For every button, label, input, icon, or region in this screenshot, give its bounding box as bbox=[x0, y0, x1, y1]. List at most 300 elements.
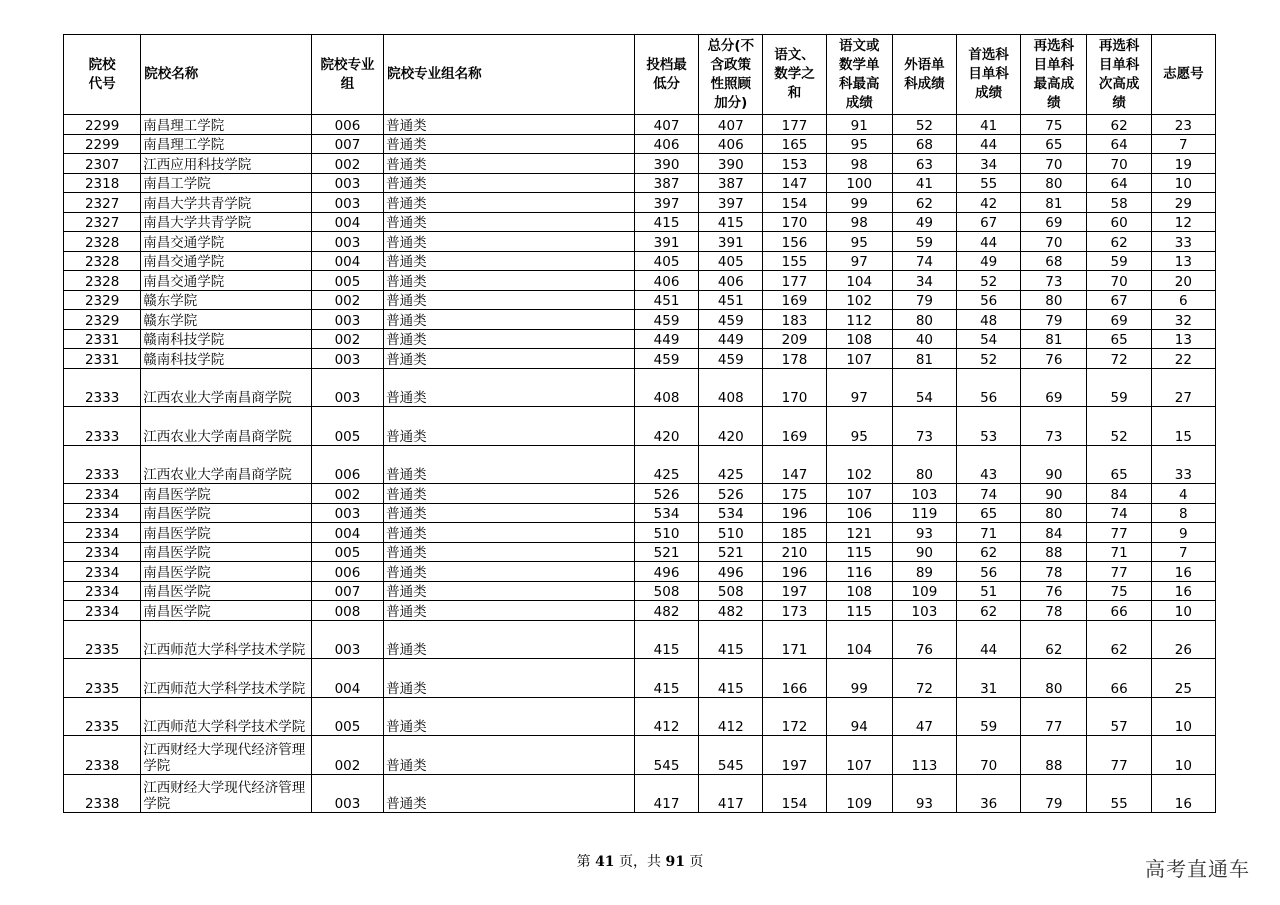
watermark: 高考直通车 bbox=[1145, 857, 1250, 881]
table-cell: 209 bbox=[763, 329, 826, 349]
table-row bbox=[64, 542, 1216, 562]
table-cell: 2329 bbox=[64, 310, 141, 330]
table-cell: 420 bbox=[634, 407, 698, 446]
table-cell: 普通类 bbox=[384, 601, 635, 621]
table-cell: 普通类 bbox=[384, 445, 635, 484]
table-cell: 普通类 bbox=[384, 212, 635, 232]
table-cell: 南昌医学院 bbox=[141, 542, 312, 562]
table-cell: 545 bbox=[634, 736, 698, 775]
table-cell: 普通类 bbox=[384, 251, 635, 271]
table-cell: 56 bbox=[957, 290, 1021, 310]
table-cell: 2334 bbox=[64, 601, 141, 621]
table-cell: 16 bbox=[1151, 581, 1215, 601]
table-cell: 75 bbox=[1021, 115, 1087, 135]
column-header: 首选科 目单科 成绩 bbox=[957, 35, 1021, 115]
column-header: 外语单 科成绩 bbox=[892, 35, 956, 115]
table-cell: 004 bbox=[311, 523, 383, 543]
table-cell: 67 bbox=[957, 212, 1021, 232]
table-cell: 4 bbox=[1151, 484, 1215, 504]
table-cell: 482 bbox=[699, 601, 763, 621]
table-cell: 99 bbox=[826, 193, 892, 213]
table-cell: 387 bbox=[699, 173, 763, 193]
table-cell: 51 bbox=[957, 581, 1021, 601]
table-cell: 江西财经大学现代经济管理学院 bbox=[141, 774, 312, 813]
table-cell: 2335 bbox=[64, 659, 141, 698]
table-cell: 002 bbox=[311, 329, 383, 349]
table-cell: 003 bbox=[311, 774, 383, 813]
table-cell: 南昌工学院 bbox=[141, 173, 312, 193]
table-cell: 2334 bbox=[64, 581, 141, 601]
table-cell: 79 bbox=[892, 290, 956, 310]
table-cell: 415 bbox=[699, 620, 763, 659]
table-cell: 普通类 bbox=[384, 659, 635, 698]
table-cell: 004 bbox=[311, 251, 383, 271]
table-row bbox=[64, 134, 1216, 154]
table-cell: 425 bbox=[699, 445, 763, 484]
table-cell: 31 bbox=[957, 659, 1021, 698]
table-cell: 183 bbox=[763, 310, 826, 330]
table-cell: 002 bbox=[311, 290, 383, 310]
table-cell: 2331 bbox=[64, 329, 141, 349]
table-cell: 171 bbox=[763, 620, 826, 659]
table-row bbox=[64, 736, 1216, 775]
table-cell: 95 bbox=[826, 134, 892, 154]
table-row bbox=[64, 659, 1216, 698]
table-cell: 6 bbox=[1151, 290, 1215, 310]
table-cell: 44 bbox=[957, 232, 1021, 252]
column-header: 院校专业 组 bbox=[311, 35, 383, 115]
table-cell: 73 bbox=[892, 407, 956, 446]
table-cell: 147 bbox=[763, 173, 826, 193]
table-cell: 005 bbox=[311, 271, 383, 291]
table-cell: 71 bbox=[1087, 542, 1151, 562]
table-cell: 90 bbox=[1021, 445, 1087, 484]
table-cell: 62 bbox=[1087, 232, 1151, 252]
table-cell: 2299 bbox=[64, 115, 141, 135]
table-cell: 南昌大学共青学院 bbox=[141, 193, 312, 213]
table-row bbox=[64, 232, 1216, 252]
table-cell: 2329 bbox=[64, 290, 141, 310]
table-cell: 002 bbox=[311, 154, 383, 174]
table-cell: 173 bbox=[763, 601, 826, 621]
table-cell: 169 bbox=[763, 290, 826, 310]
table-cell: 397 bbox=[699, 193, 763, 213]
table-cell: 90 bbox=[1021, 484, 1087, 504]
table-cell: 508 bbox=[634, 581, 698, 601]
table-cell: 69 bbox=[1021, 212, 1087, 232]
table-cell: 74 bbox=[957, 484, 1021, 504]
table-cell: 405 bbox=[699, 251, 763, 271]
table-cell: 赣南科技学院 bbox=[141, 329, 312, 349]
footer-mid: 页，共 bbox=[614, 854, 666, 870]
table-cell: 81 bbox=[1021, 193, 1087, 213]
table-cell: 南昌理工学院 bbox=[141, 115, 312, 135]
table-cell: 62 bbox=[892, 193, 956, 213]
admission-table bbox=[63, 34, 1216, 813]
table-cell: 赣东学院 bbox=[141, 290, 312, 310]
table-cell: 003 bbox=[311, 620, 383, 659]
table-cell: 56 bbox=[957, 368, 1021, 407]
table-cell: 59 bbox=[957, 697, 1021, 736]
table-cell: 普通类 bbox=[384, 134, 635, 154]
table-cell: 68 bbox=[892, 134, 956, 154]
table-cell: 70 bbox=[1087, 271, 1151, 291]
table-cell: 74 bbox=[1087, 503, 1151, 523]
table-cell: 78 bbox=[1021, 601, 1087, 621]
table-cell: 496 bbox=[699, 562, 763, 582]
table-row bbox=[64, 173, 1216, 193]
table-cell: 49 bbox=[957, 251, 1021, 271]
table-cell: 34 bbox=[957, 154, 1021, 174]
table-cell: 007 bbox=[311, 581, 383, 601]
table-cell: 406 bbox=[634, 134, 698, 154]
table-cell: 406 bbox=[699, 134, 763, 154]
table-cell: 2335 bbox=[64, 697, 141, 736]
table-cell: 77 bbox=[1087, 736, 1151, 775]
table-cell: 赣东学院 bbox=[141, 310, 312, 330]
table-cell: 普通类 bbox=[384, 620, 635, 659]
table-cell: 508 bbox=[699, 581, 763, 601]
column-header: 语文或 数学单 科最高 成绩 bbox=[826, 35, 892, 115]
table-cell: 113 bbox=[892, 736, 956, 775]
table-cell: 2334 bbox=[64, 523, 141, 543]
table-cell: 112 bbox=[826, 310, 892, 330]
table-cell: 107 bbox=[826, 736, 892, 775]
table-cell: 普通类 bbox=[384, 173, 635, 193]
footer-suffix: 页 bbox=[684, 854, 704, 870]
table-cell: 2328 bbox=[64, 251, 141, 271]
table-cell: 南昌大学共青学院 bbox=[141, 212, 312, 232]
table-cell: 16 bbox=[1151, 562, 1215, 582]
table-cell: 415 bbox=[699, 659, 763, 698]
table-cell: 103 bbox=[892, 601, 956, 621]
table-cell: 155 bbox=[763, 251, 826, 271]
table-cell: 江西农业大学南昌商学院 bbox=[141, 407, 312, 446]
table-cell: 79 bbox=[1021, 310, 1087, 330]
table-cell: 415 bbox=[634, 620, 698, 659]
table-cell: 412 bbox=[634, 697, 698, 736]
table-cell: 52 bbox=[892, 115, 956, 135]
table-cell: 449 bbox=[634, 329, 698, 349]
table-cell: 67 bbox=[1087, 290, 1151, 310]
table-cell: 普通类 bbox=[384, 407, 635, 446]
table-cell: 154 bbox=[763, 193, 826, 213]
table-cell: 普通类 bbox=[384, 484, 635, 504]
table-cell: 49 bbox=[892, 212, 956, 232]
table-cell: 172 bbox=[763, 697, 826, 736]
table-cell: 004 bbox=[311, 212, 383, 232]
table-cell: 2334 bbox=[64, 562, 141, 582]
table-cell: 47 bbox=[892, 697, 956, 736]
table-cell: 74 bbox=[892, 251, 956, 271]
table-cell: 406 bbox=[634, 271, 698, 291]
table-cell: 104 bbox=[826, 620, 892, 659]
table-cell: 62 bbox=[1021, 620, 1087, 659]
table-cell: 13 bbox=[1151, 329, 1215, 349]
table-cell: 119 bbox=[892, 503, 956, 523]
table-cell: 普通类 bbox=[384, 193, 635, 213]
table-cell: 77 bbox=[1087, 523, 1151, 543]
column-header: 院校 代号 bbox=[64, 35, 141, 115]
table-cell: 534 bbox=[699, 503, 763, 523]
table-cell: 84 bbox=[1087, 484, 1151, 504]
table-cell: 170 bbox=[763, 212, 826, 232]
table-cell: 2333 bbox=[64, 368, 141, 407]
table-cell: 70 bbox=[1021, 154, 1087, 174]
table-row bbox=[64, 310, 1216, 330]
table-cell: 57 bbox=[1087, 697, 1151, 736]
table-cell: 004 bbox=[311, 659, 383, 698]
table-cell: 62 bbox=[957, 542, 1021, 562]
table-cell: 170 bbox=[763, 368, 826, 407]
table-cell: 69 bbox=[1087, 310, 1151, 330]
table-row bbox=[64, 407, 1216, 446]
table-cell: 南昌医学院 bbox=[141, 523, 312, 543]
table-cell: 2328 bbox=[64, 271, 141, 291]
table-cell: 16 bbox=[1151, 774, 1215, 813]
table-cell: 405 bbox=[634, 251, 698, 271]
table-cell: 34 bbox=[892, 271, 956, 291]
table-cell: 80 bbox=[1021, 173, 1087, 193]
table-cell: 40 bbox=[892, 329, 956, 349]
table-cell: 7 bbox=[1151, 542, 1215, 562]
table-cell: 普通类 bbox=[384, 232, 635, 252]
table-row bbox=[64, 697, 1216, 736]
table-cell: 185 bbox=[763, 523, 826, 543]
table-cell: 459 bbox=[699, 310, 763, 330]
table-cell: 81 bbox=[892, 349, 956, 369]
table-cell: 451 bbox=[634, 290, 698, 310]
table-cell: 27 bbox=[1151, 368, 1215, 407]
table-body bbox=[64, 115, 1216, 813]
table-cell: 99 bbox=[826, 659, 892, 698]
table-cell: 80 bbox=[892, 310, 956, 330]
table-cell: 64 bbox=[1087, 173, 1151, 193]
table-cell: 普通类 bbox=[384, 368, 635, 407]
table-cell: 普通类 bbox=[384, 290, 635, 310]
table-cell: 003 bbox=[311, 232, 383, 252]
table-cell: 177 bbox=[763, 271, 826, 291]
total-pages: 91 bbox=[665, 854, 685, 870]
table-cell: 普通类 bbox=[384, 154, 635, 174]
table-cell: 406 bbox=[699, 271, 763, 291]
table-cell: 545 bbox=[699, 736, 763, 775]
table-cell: 2334 bbox=[64, 542, 141, 562]
table-cell: 19 bbox=[1151, 154, 1215, 174]
table-cell: 26 bbox=[1151, 620, 1215, 659]
table-header-row bbox=[64, 35, 1216, 115]
table-cell: 121 bbox=[826, 523, 892, 543]
table-cell: 南昌医学院 bbox=[141, 601, 312, 621]
table-cell: 175 bbox=[763, 484, 826, 504]
table-cell: 482 bbox=[634, 601, 698, 621]
table-cell: 2338 bbox=[64, 736, 141, 775]
table-cell: 156 bbox=[763, 232, 826, 252]
table-cell: 23 bbox=[1151, 115, 1215, 135]
table-cell: 76 bbox=[892, 620, 956, 659]
table-cell: 南昌交通学院 bbox=[141, 251, 312, 271]
table-row bbox=[64, 601, 1216, 621]
table-cell: 普通类 bbox=[384, 736, 635, 775]
column-header: 投档最 低分 bbox=[634, 35, 698, 115]
table-cell: 10 bbox=[1151, 601, 1215, 621]
table-cell: 43 bbox=[957, 445, 1021, 484]
table-row bbox=[64, 349, 1216, 369]
table-cell: 75 bbox=[1087, 581, 1151, 601]
table-row bbox=[64, 290, 1216, 310]
table-cell: 003 bbox=[311, 193, 383, 213]
table-cell: 南昌医学院 bbox=[141, 562, 312, 582]
table-cell: 63 bbox=[892, 154, 956, 174]
table-cell: 81 bbox=[1021, 329, 1087, 349]
table-cell: 108 bbox=[826, 329, 892, 349]
table-cell: 72 bbox=[1087, 349, 1151, 369]
table-cell: 江西财经大学现代经济管理学院 bbox=[141, 736, 312, 775]
table-cell: 8 bbox=[1151, 503, 1215, 523]
table-cell: 7 bbox=[1151, 134, 1215, 154]
table-cell: 521 bbox=[634, 542, 698, 562]
table-cell: 91 bbox=[826, 115, 892, 135]
table-cell: 93 bbox=[892, 774, 956, 813]
table-cell: 417 bbox=[634, 774, 698, 813]
table-cell: 197 bbox=[763, 581, 826, 601]
table-cell: 397 bbox=[634, 193, 698, 213]
table-cell: 南昌医学院 bbox=[141, 581, 312, 601]
table-cell: 104 bbox=[826, 271, 892, 291]
table-cell: 36 bbox=[957, 774, 1021, 813]
table-cell: 41 bbox=[957, 115, 1021, 135]
table-cell: 52 bbox=[957, 349, 1021, 369]
table-cell: 80 bbox=[1021, 503, 1087, 523]
table-row bbox=[64, 620, 1216, 659]
table-cell: 006 bbox=[311, 115, 383, 135]
table-cell: 169 bbox=[763, 407, 826, 446]
table-cell: 510 bbox=[634, 523, 698, 543]
table-cell: 58 bbox=[1087, 193, 1151, 213]
table-cell: 103 bbox=[892, 484, 956, 504]
table-cell: 65 bbox=[957, 503, 1021, 523]
table-cell: 70 bbox=[1021, 232, 1087, 252]
table-cell: 53 bbox=[957, 407, 1021, 446]
table-cell: 210 bbox=[763, 542, 826, 562]
table-cell: 普通类 bbox=[384, 115, 635, 135]
table-cell: 88 bbox=[1021, 736, 1087, 775]
table-cell: 2335 bbox=[64, 620, 141, 659]
table-cell: 003 bbox=[311, 503, 383, 523]
table-cell: 408 bbox=[634, 368, 698, 407]
table-cell: 10 bbox=[1151, 736, 1215, 775]
table-cell: 391 bbox=[634, 232, 698, 252]
table-cell: 006 bbox=[311, 562, 383, 582]
table-cell: 108 bbox=[826, 581, 892, 601]
column-header: 志愿号 bbox=[1151, 35, 1215, 115]
footer-prefix: 第 bbox=[576, 854, 596, 870]
table-cell: 451 bbox=[699, 290, 763, 310]
table-cell: 166 bbox=[763, 659, 826, 698]
table-cell: 2334 bbox=[64, 484, 141, 504]
table-cell: 70 bbox=[957, 736, 1021, 775]
table-cell: 147 bbox=[763, 445, 826, 484]
table-cell: 95 bbox=[826, 407, 892, 446]
table-cell: 33 bbox=[1151, 445, 1215, 484]
table-cell: 22 bbox=[1151, 349, 1215, 369]
table-cell: 196 bbox=[763, 503, 826, 523]
table-cell: 66 bbox=[1087, 601, 1151, 621]
table-cell: 59 bbox=[1087, 368, 1151, 407]
table-cell: 412 bbox=[699, 697, 763, 736]
table-cell: 408 bbox=[699, 368, 763, 407]
table-row bbox=[64, 212, 1216, 232]
table-cell: 54 bbox=[892, 368, 956, 407]
table-cell: 006 bbox=[311, 445, 383, 484]
table-cell: 江西师范大学科学技术学院 bbox=[141, 697, 312, 736]
table-cell: 2331 bbox=[64, 349, 141, 369]
table-cell: 76 bbox=[1021, 349, 1087, 369]
table-cell: 102 bbox=[826, 290, 892, 310]
table-cell: 390 bbox=[699, 154, 763, 174]
table-cell: 425 bbox=[634, 445, 698, 484]
table-cell: 15 bbox=[1151, 407, 1215, 446]
table-cell: 178 bbox=[763, 349, 826, 369]
table-cell: 76 bbox=[1021, 581, 1087, 601]
table-cell: 71 bbox=[957, 523, 1021, 543]
table-row bbox=[64, 251, 1216, 271]
table-cell: 29 bbox=[1151, 193, 1215, 213]
page-footer bbox=[0, 851, 1280, 871]
table-cell: 10 bbox=[1151, 173, 1215, 193]
table-cell: 003 bbox=[311, 368, 383, 407]
table-cell: 48 bbox=[957, 310, 1021, 330]
table-cell: 13 bbox=[1151, 251, 1215, 271]
table-cell: 94 bbox=[826, 697, 892, 736]
table-cell: 32 bbox=[1151, 310, 1215, 330]
table-cell: 496 bbox=[634, 562, 698, 582]
table-cell: 415 bbox=[634, 659, 698, 698]
table-cell: 普通类 bbox=[384, 329, 635, 349]
table-cell: 89 bbox=[892, 562, 956, 582]
table-cell: 526 bbox=[634, 484, 698, 504]
table-cell: 390 bbox=[634, 154, 698, 174]
table-cell: 普通类 bbox=[384, 581, 635, 601]
table-cell: 420 bbox=[699, 407, 763, 446]
table-cell: 普通类 bbox=[384, 523, 635, 543]
table-cell: 391 bbox=[699, 232, 763, 252]
table-cell: 南昌医学院 bbox=[141, 503, 312, 523]
table-cell: 78 bbox=[1021, 562, 1087, 582]
table-cell: 普通类 bbox=[384, 562, 635, 582]
table-cell: 526 bbox=[699, 484, 763, 504]
table-cell: 007 bbox=[311, 134, 383, 154]
table-cell: 98 bbox=[826, 212, 892, 232]
table-cell: 97 bbox=[826, 368, 892, 407]
table-cell: 90 bbox=[892, 542, 956, 562]
table-cell: 59 bbox=[892, 232, 956, 252]
table-cell: 79 bbox=[1021, 774, 1087, 813]
table-cell: 97 bbox=[826, 251, 892, 271]
table-cell: 62 bbox=[1087, 115, 1151, 135]
table-cell: 459 bbox=[699, 349, 763, 369]
table-cell: 510 bbox=[699, 523, 763, 543]
table-cell: 93 bbox=[892, 523, 956, 543]
column-header: 院校专业组名称 bbox=[384, 35, 635, 115]
table-cell: 2338 bbox=[64, 774, 141, 813]
table-cell: 2327 bbox=[64, 212, 141, 232]
table-row bbox=[64, 523, 1216, 543]
table-cell: 008 bbox=[311, 601, 383, 621]
table-cell: 南昌医学院 bbox=[141, 484, 312, 504]
table-row bbox=[64, 774, 1216, 813]
table-row bbox=[64, 562, 1216, 582]
